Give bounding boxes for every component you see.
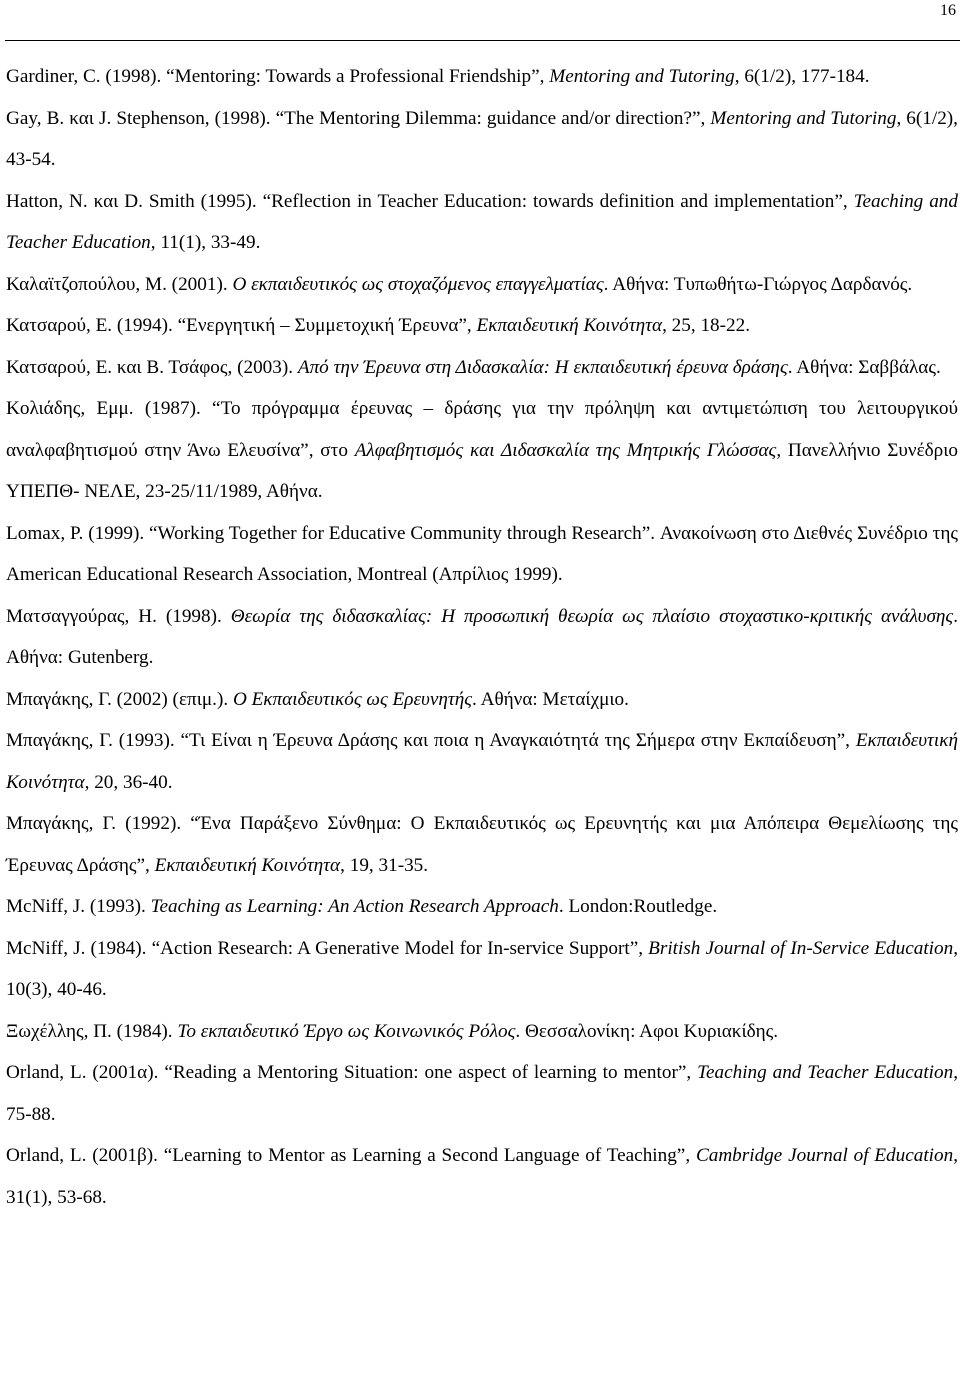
reference-entry <box>6 347 958 389</box>
reference-entry <box>6 513 958 596</box>
reference-title-italic: British Journal of In-Service Education <box>648 937 954 959</box>
header-rule <box>5 40 960 41</box>
reference-title-italic: Το εκπαιδευτικό Έργο ως Κοινωνικός Ρόλος <box>177 1020 516 1042</box>
reference-text: Hatton, N. και D. Smith (1995). “Reflection in Teacher Education: towards definition and implementation”, <box>6 190 854 212</box>
reference-text: Orland, L. (2001β). “Learning to Mentor as Learning a Second Language of Teaching”, <box>6 1145 696 1166</box>
reference-entry <box>6 388 958 513</box>
reference-title-italic: Teaching and Teacher Education <box>6 190 958 253</box>
reference-text: , Πανελλήνιο Συνέδριο ΥΠΕΠΘ- ΝΕΛΕ, 23-25/11/1989, Αθήνα. <box>6 439 959 502</box>
reference-entry <box>6 886 958 928</box>
reference-title-italic: Εκπαιδευτική Κοινότητα <box>476 315 663 336</box>
reference-text: Καλαϊτζοπούλου, Μ. (2001). <box>6 273 233 295</box>
reference-text: Κολιάδης, Εμμ. (1987). “Το πρόγραμμα έρευνας – δράσης για την πρόληψη και αντιμετώπιση του λειτουργικού αναλφαβητισμού στην Άνω Ελευσίνα”, στο <box>6 398 958 461</box>
reference-title-italic: Mentoring and Tutoring <box>710 107 897 129</box>
reference-title-italic: Teaching and Teacher Education <box>697 1062 954 1083</box>
reference-text: Μπαγάκης, Γ. (1993). “Τι Είναι η Έρευνα Δράσης και ποια η Αναγκαιότητά της Σήμερα στην Εκπαίδευση”, <box>6 730 856 751</box>
reference-text: , 20, 36-40. <box>84 771 173 793</box>
reference-text: , 10(3), 40-46. <box>6 937 958 1000</box>
reference-text: . London:Routledge. <box>558 896 718 917</box>
reference-text: , 31(1), 53-68. <box>6 1145 958 1208</box>
reference-text: . Αθήνα: Σαββάλας. <box>787 356 941 378</box>
reference-entry <box>6 181 958 264</box>
reference-text: , 6(1/2), 43-54. <box>6 107 958 170</box>
reference-text: , 19, 31-35. <box>340 854 429 876</box>
reference-text: Gay, B. και J. Stephenson, (1998). “The Mentoring Dilemma: guidance and/or direction?”, <box>6 107 711 129</box>
reference-title-italic: Cambridge Journal of Education <box>695 1145 954 1166</box>
reference-entry <box>6 803 958 886</box>
reference-entry <box>6 928 958 1011</box>
reference-entry <box>6 56 958 98</box>
reference-text: . Αθήνα: Τυπωθήτω-Γιώργος Δαρδανός. <box>603 273 913 295</box>
reference-text: Μπαγάκης, Γ. (2002) (επιμ.). <box>6 688 233 710</box>
reference-list <box>6 56 958 1218</box>
reference-text: , 11(1), 33-49. <box>150 232 261 253</box>
reference-text: Μπαγάκης, Γ. (1992). “Ένα Παράξενο Σύνθημα: Ο Εκπαιδευτικός ως Ερευνητής και μια Απόπειρα Θεμελίωσης της Έρευνας Δράσης”, <box>6 813 958 876</box>
reference-entry <box>6 596 958 679</box>
reference-text: Lomax, P. (1999). “Working Together for Educative Community through Research”. Ανακοίνωση στο Διεθνές Συνέδριο της American Educational Research Association, Montreal (Απρίλιος 1999). <box>6 522 958 585</box>
reference-entry <box>6 264 958 306</box>
reference-entry <box>6 98 958 181</box>
page-number: 16 <box>940 2 956 19</box>
reference-text: Κατσαρού, Ε. (1994). “Ενεργητική – Συμμετοχική Έρευνα”, <box>6 315 477 336</box>
reference-text: , 6(1/2), 177-184. <box>734 66 870 87</box>
reference-text: Gardiner, C. (1998). “Mentoring: Towards a Professional Friendship”, <box>6 66 550 87</box>
reference-text: McNiff, J. (1993). <box>6 896 151 917</box>
reference-text: Orland, L. (2001α). “Reading a Mentoring Situation: one aspect of learning to mentor”, <box>6 1062 698 1083</box>
reference-text: , 25, 18-22. <box>662 315 751 336</box>
reference-text: . Θεσσαλονίκη: Αφοι Κυριακίδης. <box>515 1020 779 1042</box>
reference-title-italic: Αλφαβητισμός και Διδασκαλία της Μητρικής Γλώσσας <box>354 439 777 461</box>
reference-title-italic: Teaching as Learning: An Action Research Approach <box>150 896 559 917</box>
reference-title-italic: Εκπαιδευτική Κοινότητα <box>6 730 958 793</box>
reference-entry <box>6 720 958 803</box>
reference-title-italic: Εκπαιδευτική Κοινότητα <box>154 854 341 876</box>
reference-text: . Αθήνα: Μεταίχμιο. <box>472 688 629 710</box>
reference-entry <box>6 1135 958 1218</box>
reference-text: McNiff, J. (1984). “Action Research: A Generative Model for In-service Support”, <box>6 937 649 959</box>
reference-text: Κατσαρού, Ε. και Β. Τσάφος, (2003). <box>6 356 298 378</box>
reference-entry <box>6 1011 958 1053</box>
reference-text: Ματσαγγούρας, Η. (1998). <box>6 605 231 627</box>
reference-text: . Αθήνα: Gutenberg. <box>6 605 959 668</box>
reference-title-italic: Από την Έρευνα στη Διδασκαλία: Η εκπαιδευτική έρευνα δράσης <box>297 356 788 378</box>
reference-entry <box>6 1052 958 1135</box>
reference-title-italic: Θεωρία της διδασκαλίας: Η προσωπική θεωρία ως πλαίσιο στοχαστικο-κριτικής ανάλυσης <box>230 605 954 627</box>
reference-title-italic: Mentoring and Tutoring <box>549 66 735 87</box>
reference-text: Ξωχέλλης, Π. (1984). <box>6 1020 178 1042</box>
reference-title-italic: Ο Εκπαιδευτικός ως Ερευνητής <box>232 688 473 710</box>
reference-entry <box>6 679 958 721</box>
reference-title-italic: Ο εκπαιδευτικός ως στοχαζόμενος επαγγελματίας <box>232 273 604 295</box>
reference-text: , 75-88. <box>6 1062 958 1125</box>
reference-entry <box>6 305 958 347</box>
